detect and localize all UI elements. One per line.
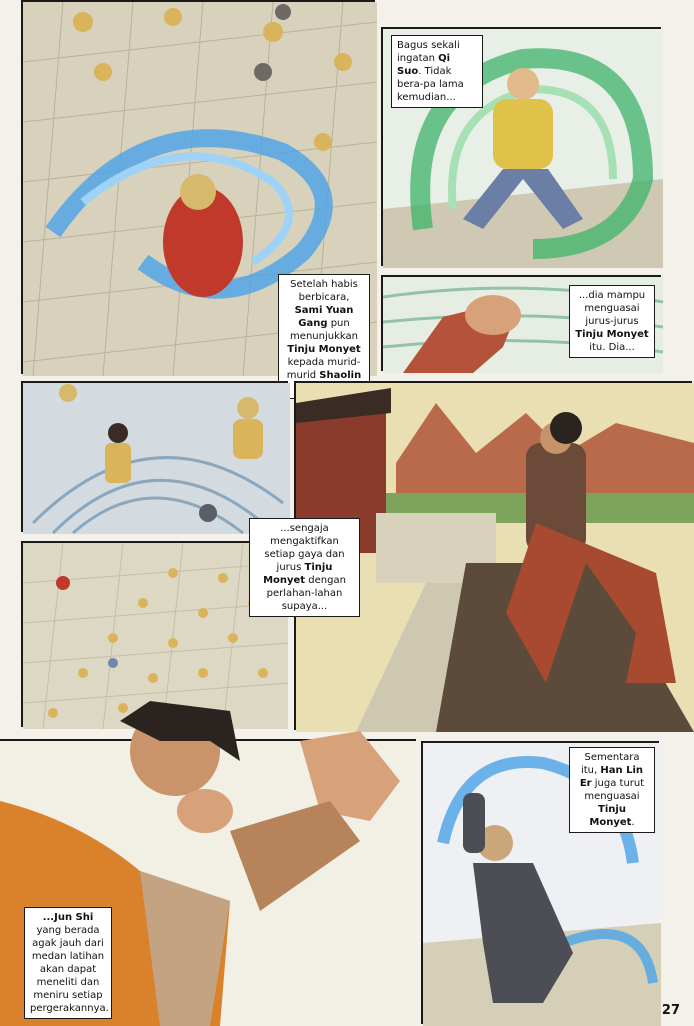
- caption-dia-mampu: ...dia mampu menguasai jurus-jurus Tinju Monyet itu. Dia...: [569, 285, 655, 358]
- panel-fighter-closeup: [0, 739, 416, 1024]
- caption-qi-suo: Bagus sekali ingatan Qi Suo. Tidak bera-pa lama kemudian...: [391, 35, 483, 108]
- caption-jun-shi: ...Jun Shi yang berada agak jauh dari medan latihan akan dapat meneliti dan meniru setiap pergerakannya.: [24, 907, 112, 1019]
- panel-crowd-training: [21, 541, 286, 727]
- caption-han-lin-er: Sementara itu, Han Lin Er juga turut menguasai Tinju Monyet.: [569, 747, 655, 833]
- panel-green-whirl: [381, 27, 661, 266]
- caption-sami-yuan-gang: Setelah habis berbicara, Sami Yuan Gang pun menunjukkan Tinju Monyet kepada murid-murid Shaolin: [278, 274, 370, 399]
- panel-whirlwind-courtyard: [21, 0, 375, 381]
- panel-fist-closeup: [381, 275, 661, 371]
- panel-art: [23, 383, 290, 534]
- panel-monk-blue-wind: [421, 741, 659, 1024]
- panel-sparring: [21, 381, 288, 532]
- caption-sengaja: ...sengaja mengaktifkan setiap gaya dan jurus Tinju Monyet dengan perlahan-lahan supaya...: [249, 518, 360, 617]
- page-number: 27: [661, 1003, 680, 1018]
